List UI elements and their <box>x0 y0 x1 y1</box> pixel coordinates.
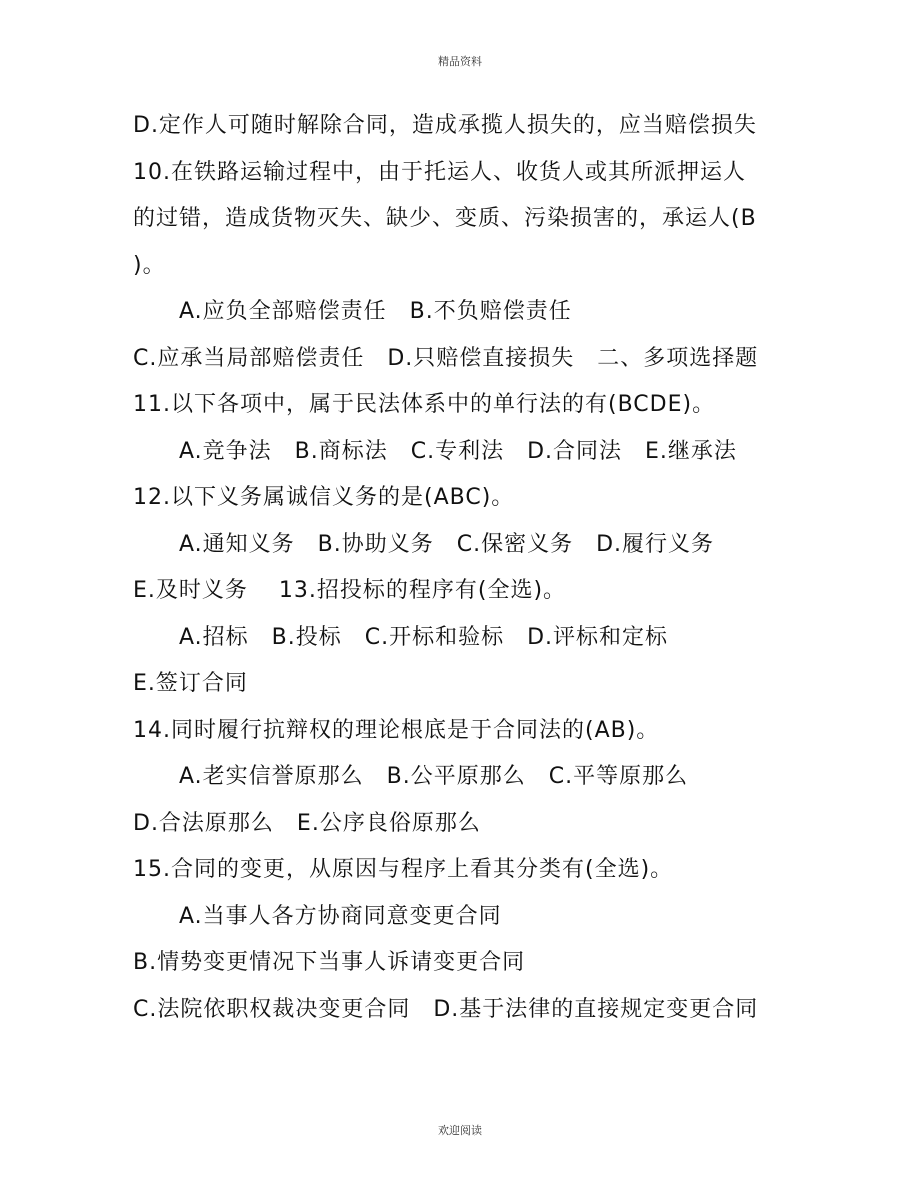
text-line: 14.同时履行抗辩权的理论根底是于合同法的(AB)。 <box>133 717 660 743</box>
text-line: A.应负全部赔偿责任 B.不负赔偿责任 <box>179 299 572 324</box>
text-line: A.竞争法 B.商标法 C.专利法 D.合同法 E.继承法 <box>179 438 737 464</box>
text-line: 的过错，造成货物灭失、缺少、变质、污染损害的，承运人(B <box>133 206 757 231</box>
page-footer: 欢迎阅读 <box>438 1124 482 1137</box>
document-body <box>133 103 793 1033</box>
text-line: 15.合同的变更，从原因与程序上看其分类有(全选)。 <box>133 857 674 882</box>
page-header: 精品资料 <box>438 55 482 68</box>
text-line: C.应承当局部赔偿责任 D.只赔偿直接损失 二、多项选择题 <box>133 345 759 371</box>
text-line: D.定作人可随时解除合同，造成承揽人损失的，应当赔偿损失 <box>133 113 757 138</box>
text-line: E.及时义务 13.招投标的程序有(全选)。 <box>133 578 567 603</box>
text-line: B.情势变更情况下当事人诉请变更合同 <box>133 950 526 975</box>
text-line: A.招标 B.投标 C.开标和验标 D.评标和定标 <box>179 624 669 650</box>
text-line: D.合法原那么 E.公序良俗原那么 <box>133 810 481 836</box>
text-line: 12.以下义务属诚信义务的是(ABC)。 <box>133 485 515 510</box>
text-line: E.签订合同 <box>133 671 248 696</box>
text-line: A.通知义务 B.协助义务 C.保密义务 D.履行义务 <box>179 531 715 557</box>
text-line: A.老实信誉原那么 B.公平原那么 C.平等原那么 <box>179 764 689 789</box>
text-line: )。 <box>133 252 166 278</box>
text-line: C.法院依职权裁决变更合同 D.基于法律的直接规定变更合同 <box>133 996 759 1022</box>
text-line: 10.在铁路运输过程中，由于托运人、收货人或其所派押运人 <box>133 159 746 185</box>
text-line: 11.以下各项中，属于民法体系中的单行法的有(BCDE)。 <box>133 392 716 417</box>
text-line: A.当事人各方协商同意变更合同 <box>179 903 502 929</box>
